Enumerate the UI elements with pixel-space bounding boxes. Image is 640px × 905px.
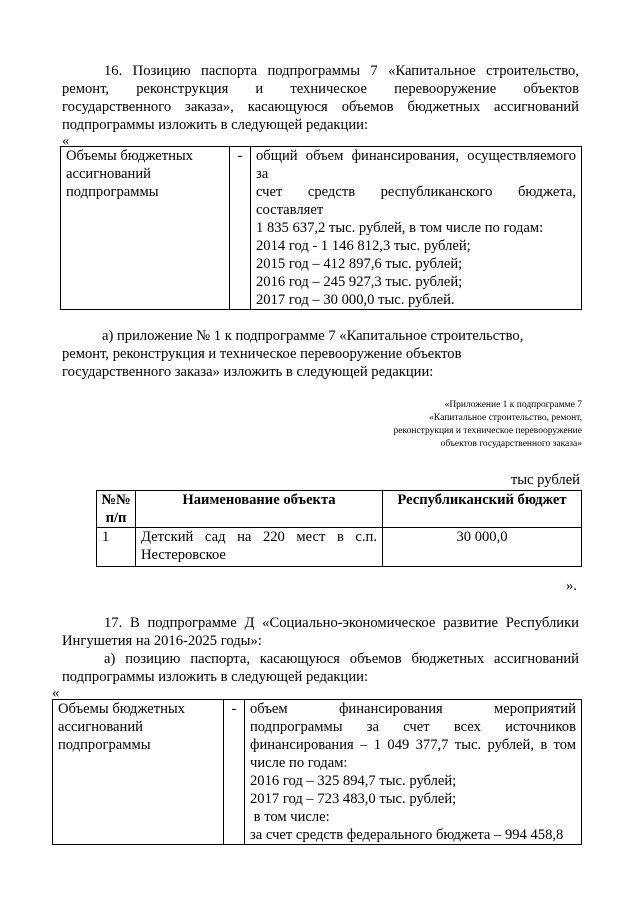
dash-cell: -: [230, 147, 251, 310]
dash-cell: -: [224, 700, 245, 845]
text-line: 17. В подпрограмме Д «Социально-экономическое развитие Республики: [104, 615, 579, 631]
appendix-note: [322, 399, 582, 451]
row-object-name: [136, 528, 383, 567]
header-republican-budget: Республиканский бюджет: [383, 491, 582, 528]
text-line: 2017 год – 723 483,0 тыс. рублей;: [250, 791, 457, 807]
text-line: Объемы бюджетных: [66, 148, 193, 164]
text-line: Нестеровское: [141, 547, 226, 563]
quote-open: «: [62, 133, 70, 149]
quote-close: ».: [566, 578, 577, 594]
units-label: тыс рублей: [510, 472, 580, 488]
budget-table-subprogram-d: [52, 699, 582, 845]
text-line: 2015 год – 412 897,6 тыс. рублей;: [256, 256, 463, 272]
text-line: государственного заказа» изложить в следующей редакции:: [62, 364, 434, 380]
text-line: ремонт, реконструкция и техническое перевооружение объектов: [62, 81, 579, 97]
text-line: объем финансирования мероприятий: [250, 701, 576, 717]
text-line: ремонт, реконструкция и техническое перевооружение объектов: [62, 346, 462, 362]
text-line: за счет средств федерального бюджета – 994 458,8: [250, 827, 564, 843]
text-line: государственного заказа», касающуюся объемов бюджетных ассигнований: [62, 99, 579, 115]
table-row: [97, 528, 582, 567]
text-line: а) приложение № 1 к подпрограмме 7 «Капитальное строительство,: [102, 328, 524, 344]
text-line: а) позицию паспорта, касающуюся объемов бюджетных ассигнований: [104, 651, 579, 667]
text-line: подпрограммы за счет всех источников: [250, 719, 576, 735]
text-line: 2014 год - 1 146 812,3 тыс. рублей;: [256, 238, 471, 254]
budget-label-cell: [53, 700, 224, 845]
row-budget-value: 30 000,0: [383, 528, 582, 567]
budget-value-cell: [245, 700, 582, 845]
text-line: общий объем финансирования, осуществляемого за: [256, 148, 576, 182]
header-object-name: Наименование объекта: [136, 491, 383, 528]
text-line: подпрограммы изложить в следующей редакции:: [62, 117, 369, 133]
text-line: 2016 год – 245 927,3 тыс. рублей;: [256, 274, 463, 290]
quote-open-2: «: [52, 685, 60, 701]
text-line: 2017 год – 30 000,0 тыс. рублей.: [256, 292, 455, 308]
text-line: Детский сад на 220 мест в с.п.: [141, 529, 377, 545]
text-line: 1 835 637,2 тыс. рублей, в том числе по годам:: [256, 220, 544, 236]
text-line: ассигнований: [66, 166, 151, 182]
text-line: «Приложение 1 к подпрограмме 7: [444, 400, 582, 410]
text-line: подпрограммы: [58, 737, 151, 753]
paragraph-16: [62, 62, 579, 134]
objects-table: [96, 490, 582, 567]
text-line: «Капитальное строительство, ремонт,: [429, 413, 582, 423]
text-line: объектов государственного заказа»: [440, 439, 582, 449]
budget-label-cell: [61, 147, 230, 310]
text-line: в том числе:: [250, 809, 330, 825]
text-line: числе по годам:: [250, 755, 348, 771]
text-line: реконструкция и техническое перевооружение: [393, 426, 582, 436]
text-line: Объемы бюджетных: [58, 701, 185, 717]
text-line: финансирования – 1 049 377,7 тыс. рублей, в том: [250, 737, 576, 753]
row-number: 1: [97, 528, 136, 567]
header-number: №№ п/п: [97, 491, 136, 528]
budget-value-cell: [251, 147, 582, 310]
budget-table-subprogram-7: [60, 146, 582, 310]
paragraph-a: [62, 327, 579, 381]
paragraph-17: [62, 614, 579, 686]
text-line: счет средств республиканского бюджета, составляет: [256, 184, 576, 218]
text-line: подпрограммы: [66, 184, 159, 200]
text-line: ассигнований: [58, 719, 143, 735]
text-line: подпрограммы изложить в следующей редакции:: [62, 669, 369, 685]
text-line: 2016 год – 325 894,7 тыс. рублей;: [250, 773, 457, 789]
text-line: Ингушетия на 2016-2025 годы»:: [62, 633, 262, 649]
text-line: 16. Позицию паспорта подпрограммы 7 «Капитальное строительство,: [104, 63, 579, 79]
